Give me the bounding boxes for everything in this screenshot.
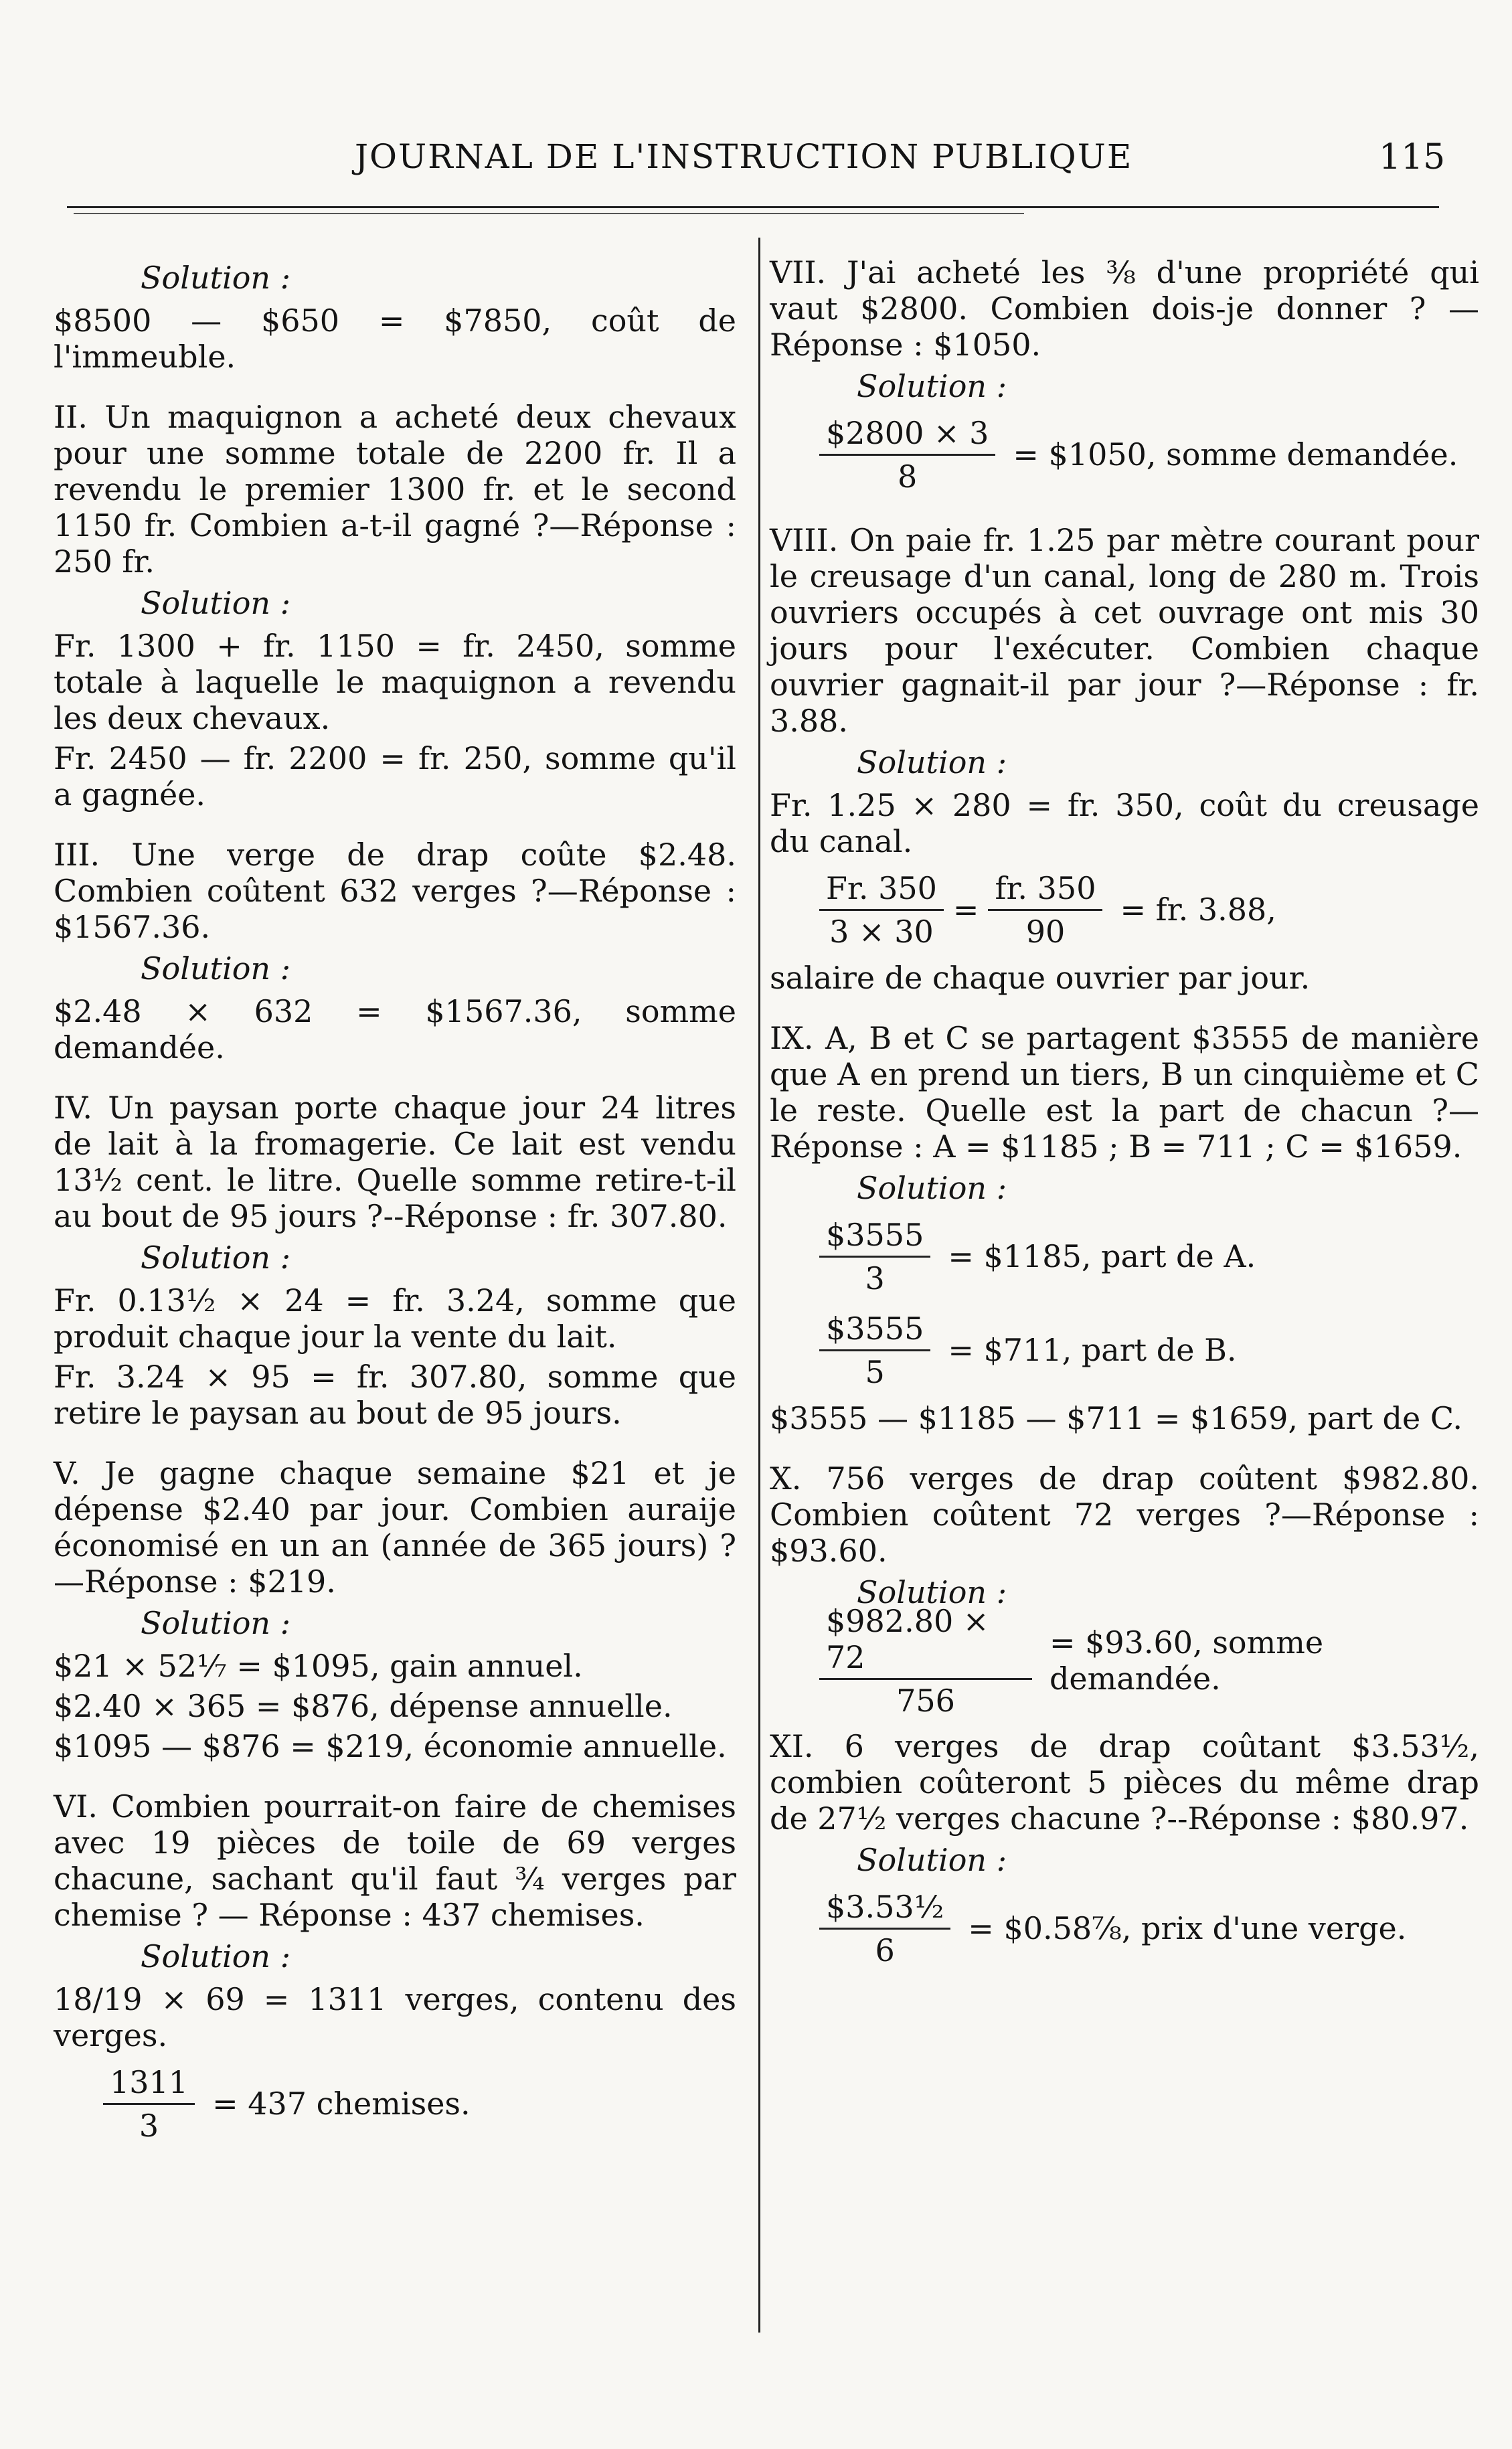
fraction [819, 1217, 930, 1296]
problem-10 [770, 1460, 1479, 1719]
solution-label: Solution : [141, 950, 291, 987]
problem-1-solution [54, 260, 736, 375]
fraction-denominator: 3 × 30 [829, 913, 934, 950]
solution-label: Solution : [857, 1842, 1007, 1878]
solution-label: Solution : [141, 1605, 291, 1641]
fraction-denominator: 90 [1025, 913, 1066, 950]
fraction-expression [770, 1306, 1479, 1394]
solution-line: Fr. 2450 — fr. 2200 = fr. 250, somme qu'il a gagnée. [54, 740, 736, 813]
fraction [988, 870, 1102, 950]
fraction-numerator: Fr. 350 [819, 870, 944, 911]
fraction-expression [770, 866, 1479, 953]
problem-text: III. Une verge de drap coûte $2.48. Combien coûtent 632 verges ?—Réponse : $1567.36. [54, 837, 736, 945]
solution-line: $1095 — $876 = $219, économie annuelle. [54, 1728, 727, 1764]
solution-line: $8500 — $650 = $7850, coût de l'immeuble. [54, 303, 736, 375]
fraction [819, 870, 944, 950]
solution-label: Solution : [141, 585, 291, 621]
problem-text: XI. 6 verges de drap coûtant $3.53½, combien coûteront 5 pièces du même drap de 27½ verges chacune ?--Réponse : $80.97. [770, 1728, 1479, 1837]
fraction-expression [770, 411, 1479, 498]
fraction-result: = $1185, part de A. [948, 1238, 1256, 1274]
fraction-result: = $1050, somme demandée. [1013, 436, 1458, 473]
fraction-numerator: $3.53½ [819, 1889, 950, 1930]
problem-2 [54, 399, 736, 813]
page-header [0, 137, 1512, 184]
solution-label: Solution : [857, 1574, 1007, 1610]
problem-text: IX. A, B et C se partagent $3555 de manière que A en prend un tiers, B un cinquième et C le reste. Quelle est la part de chacun ?—Réponse : A = $1185 ; B = 711 ; C = $1659. [770, 1020, 1479, 1165]
solution-label: Solution : [141, 1240, 291, 1276]
problem-6 [54, 1788, 736, 2147]
solution-line: $3555 — $1185 — $711 = $1659, part de C. [770, 1400, 1463, 1436]
equals-sign: = [952, 892, 979, 928]
fraction-result: = $711, part de B. [948, 1332, 1237, 1368]
problem-8 [770, 522, 1479, 996]
solution-line: Fr. 1.25 × 280 = fr. 350, coût du creusage du canal. [770, 787, 1479, 859]
solution-line: $2.40 × 365 = $876, dépense annuelle. [54, 1688, 673, 1724]
fraction-denominator: 756 [896, 1682, 955, 1719]
fraction-numerator: fr. 350 [988, 870, 1102, 911]
fraction-denominator: 6 [875, 1932, 895, 1968]
solution-line: 18/19 × 69 = 1311 verges, contenu des verges. [54, 1981, 736, 2053]
problem-7 [770, 254, 1479, 498]
problem-9 [770, 1020, 1479, 1436]
left-column [54, 254, 736, 2171]
solution-label: Solution : [857, 368, 1007, 404]
fraction-result: = fr. 3.88, [1120, 892, 1276, 928]
problem-11 [770, 1728, 1479, 1972]
fraction-numerator: $2800 × 3 [819, 415, 995, 456]
page-number: 115 [1379, 137, 1446, 177]
problem-text: V. Je gagne chaque semaine $21 et je dépense $2.40 par jour. Combien auraije économisé en un an (année de 365 jours) ?—Réponse : $219. [54, 1455, 736, 1600]
problem-3 [54, 837, 736, 1066]
fraction-result: = 437 chemises. [212, 2086, 471, 2122]
fraction-denominator: 5 [865, 1353, 885, 1390]
solution-line: salaire de chaque ouvrier par jour. [770, 960, 1311, 996]
fraction [103, 2064, 195, 2144]
solution-line: $2.48 × 632 = $1567.36, somme demandée. [54, 993, 736, 1066]
fraction-numerator: $3555 [819, 1311, 930, 1351]
solution-line: $21 × 52⅐ = $1095, gain annuel. [54, 1648, 583, 1684]
column-divider [758, 238, 760, 2333]
fraction-denominator: 3 [139, 2107, 159, 2144]
fraction-denominator: 8 [898, 458, 918, 495]
problem-4 [54, 1090, 736, 1431]
solution-label: Solution : [857, 744, 1007, 780]
problem-text: X. 756 verges de drap coûtent $982.80. Combien coûtent 72 verges ?—Réponse : $93.60. [770, 1460, 1479, 1569]
fraction-expression [770, 1602, 1479, 1719]
problem-text: VIII. On paie fr. 1.25 par mètre courant pour le creusage d'un canal, long de 280 m. Trois ouvriers occupés à cet ouvrage ont mis 30 jours pour l'exécuter. Combien chaque ouvrier gagnait-il par jour ?—Réponse : fr. 3.88. [770, 522, 1479, 739]
fraction-numerator: 1311 [103, 2064, 195, 2105]
fraction [819, 415, 995, 495]
solution-label: Solution : [141, 260, 291, 296]
solution-line: Fr. 0.13½ × 24 = fr. 3.24, somme que produit chaque jour la vente du lait. [54, 1282, 736, 1355]
fraction-denominator: 3 [865, 1260, 885, 1296]
solution-label: Solution : [857, 1170, 1007, 1206]
fraction-numerator: $982.80 × 72 [819, 1603, 1032, 1680]
fraction [819, 1603, 1032, 1719]
solution-label: Solution : [141, 1938, 291, 1974]
problem-text: VII. J'ai acheté les ⅜ d'une propriété qui vaut $2800. Combien dois-je donner ? —Réponse : $1050. [770, 254, 1479, 363]
fraction [819, 1889, 950, 1968]
fraction [819, 1311, 930, 1390]
fraction-result: = $0.58⅞, prix d'une verge. [968, 1910, 1407, 1946]
problem-text: VI. Combien pourrait-on faire de chemises avec 19 pièces de toile de 69 verges chacune, sachant qu'il faut ¾ verges par chemise ? — Réponse : 437 chemises. [54, 1788, 736, 1933]
header-rule-secondary [74, 213, 1024, 214]
solution-line: Fr. 1300 + fr. 1150 = fr. 2450, somme totale à laquelle le maquignon a revendu les deux chevaux. [54, 628, 736, 736]
fraction-numerator: $3555 [819, 1217, 930, 1258]
fraction-expression [770, 1213, 1479, 1300]
fraction-result: = $93.60, somme demandée. [1049, 1624, 1324, 1697]
problem-text: II. Un maquignon a acheté deux chevaux pour une somme totale de 2200 fr. Il a revendu le premier 1300 fr. et le second 1150 fr. Combien a-t-il gagné ?—Réponse : 250 fr. [54, 399, 736, 580]
right-column [770, 254, 1479, 1996]
journal-title: JOURNAL DE L'INSTRUCTION PUBLIQUE [355, 137, 1133, 176]
header-rule [67, 206, 1439, 208]
fraction-expression [770, 1885, 1479, 1972]
solution-line: Fr. 3.24 × 95 = fr. 307.80, somme que retire le paysan au bout de 95 jours. [54, 1359, 736, 1431]
problem-5 [54, 1455, 736, 1764]
problem-text: IV. Un paysan porte chaque jour 24 litres de lait à la fromagerie. Ce lait est vendu 13½ cent. le litre. Quelle somme retire-t-il au bout de 95 jours ?--Réponse : fr. 307.80. [54, 1090, 736, 1234]
fraction-expression [54, 2060, 736, 2147]
